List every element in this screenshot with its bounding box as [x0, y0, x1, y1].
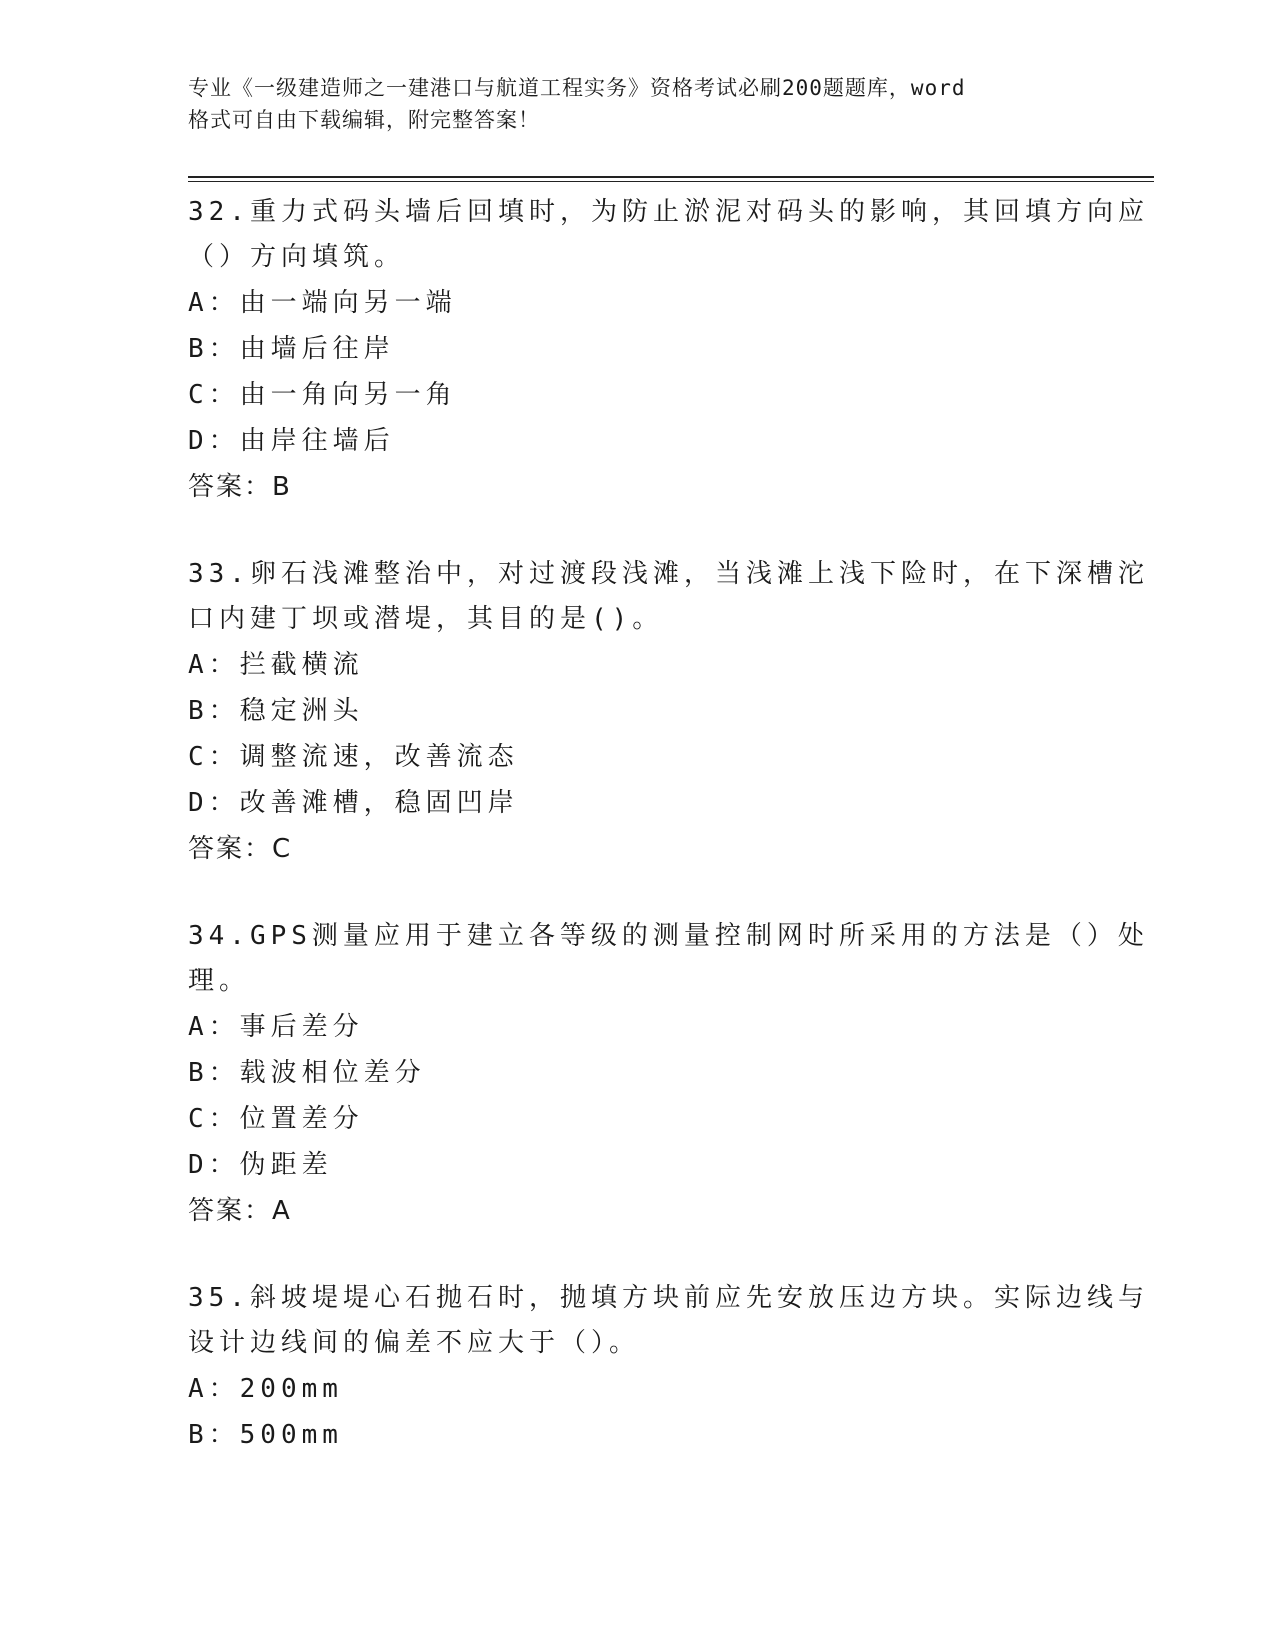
option-d: D：伪距差 [188, 1150, 333, 1180]
answer-label: 答案：A [188, 1196, 292, 1226]
question-stem-line: 口内建丁坝或潜堤，其目的是()。 [188, 604, 664, 634]
header-line-2: 格式可自由下载编辑，附完整答案！ [188, 108, 540, 132]
option-a: A：事后差分 [188, 1012, 364, 1042]
question-stem-line: 理。 [188, 966, 251, 996]
question-35 [188, 1276, 1149, 1458]
question-stem-line: 34.GPS测量应用于建立各等级的测量控制网时所采用的方法是（）处 [188, 921, 1149, 951]
question-34 [188, 914, 1149, 1234]
option-d: D：改善滩槽，稳固凹岸 [188, 788, 519, 818]
option-b: B：载波相位差分 [188, 1058, 426, 1088]
option-a: A：拦截横流 [188, 650, 364, 680]
option-a: A：200mm [188, 1374, 343, 1404]
option-a: A：由一端向另一端 [188, 288, 457, 318]
option-d: D：由岸往墙后 [188, 426, 395, 456]
question-stem-line: 35.斜坡堤堤心石抛石时，抛填方块前应先安放压边方块。实际边线与 [188, 1283, 1149, 1313]
question-stem-line: 33.卵石浅滩整治中，对过渡段浅滩，当浅滩上浅下险时，在下深槽沱 [188, 559, 1149, 589]
header-divider-thick [188, 176, 1154, 178]
option-b: B：稳定洲头 [188, 696, 364, 726]
header-divider-thin [188, 181, 1154, 182]
option-c: C：调整流速，改善流态 [188, 742, 519, 772]
option-b: B：由墙后往岸 [188, 334, 395, 364]
question-stem-line: （）方向填筑。 [188, 242, 406, 272]
question-list [188, 190, 1149, 1458]
question-stem-line: 32.重力式码头墙后回填时，为防止淤泥对码头的影响，其回填方向应 [188, 197, 1149, 227]
option-c: C：由一角向另一角 [188, 380, 457, 410]
question-stem-line: 设计边线间的偏差不应大于（）。 [188, 1328, 641, 1358]
answer-label: 答案：C [188, 834, 293, 864]
option-c: C：位置差分 [188, 1104, 364, 1134]
header-line-1: 专业《一级建造师之一建港口与航道工程实务》资格考试必刷200题题库，word [188, 76, 966, 100]
option-b: B：500mm [188, 1420, 343, 1450]
answer-label: 答案：B [188, 472, 292, 502]
document-header [188, 72, 1068, 136]
question-32 [188, 190, 1149, 510]
question-33 [188, 552, 1149, 872]
